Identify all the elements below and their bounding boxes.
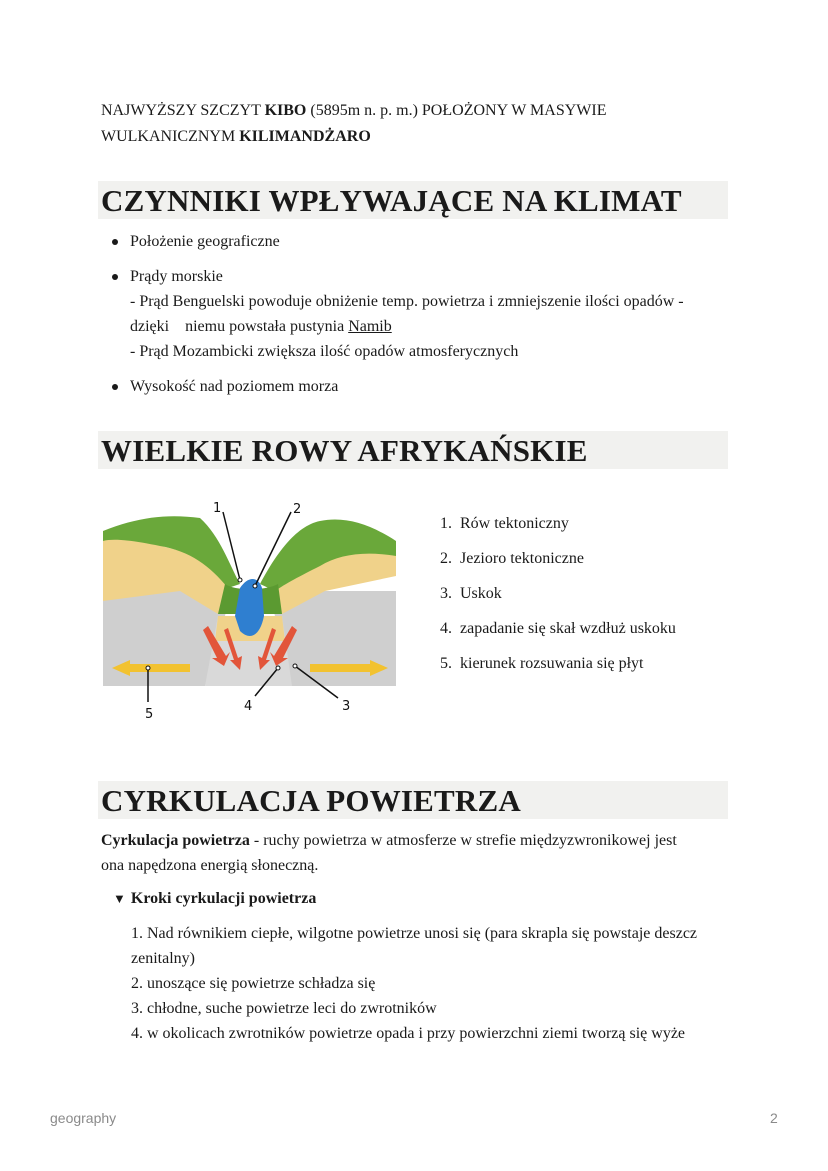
legend-text: zapadanie się skał wzdłuż uskoku <box>460 620 676 637</box>
diagram-label-4: 4 <box>244 699 253 714</box>
bullet-text: Wysokość nad poziomem morza <box>130 378 339 395</box>
sub-text: dzięki niemu powstała pustynia <box>130 318 349 335</box>
tectonic-lake <box>235 579 264 636</box>
list-item <box>440 582 676 617</box>
legend-number: 3. <box>440 585 452 602</box>
step-line: zenitalny) <box>131 950 195 967</box>
heading-rift-valley: WIELKIE ROWY AFRYKAŃSKIE <box>98 431 728 469</box>
list-item <box>440 617 676 652</box>
legend-number: 5. <box>440 655 452 672</box>
heading-air-circulation: CYRKULACJA POWIETRZA <box>98 781 728 819</box>
intro-text-1: NAJWYŻSZY SZCZYT <box>101 102 265 119</box>
rift-valley-diagram <box>100 496 400 726</box>
legend-text: Rów tektoniczny <box>460 515 569 532</box>
legend-number: 1. <box>440 515 452 532</box>
circulation-steps <box>131 921 731 1046</box>
list-item <box>101 374 721 399</box>
bullet-text: Prądy morskie <box>130 268 223 285</box>
legend-text: kierunek rozsuwania się płyt <box>460 655 644 672</box>
step-line: 1. Nad równikiem ciepłe, wilgotne powietrze unosi się (para skrapla się powstaje deszcz <box>131 925 698 942</box>
list-item <box>101 264 721 364</box>
definition-text-1: - ruchy powietrza w atmosferze w strefie międzyzwronikowej jest <box>249 832 677 849</box>
step-line: 2. unoszące się powietrze schładza się <box>131 975 376 992</box>
triangle-down-icon: ▼ <box>113 891 126 906</box>
bullet-text: Położenie geograficzne <box>130 233 280 250</box>
rift-legend-list <box>440 512 676 687</box>
footer-subject: geography <box>50 1110 117 1126</box>
list-item <box>101 229 721 254</box>
legend-text: Jezioro tektoniczne <box>460 550 584 567</box>
circulation-steps-toggle[interactable] <box>113 887 316 911</box>
diagram-label-1: 1 <box>213 501 222 516</box>
circulation-definition <box>101 828 726 878</box>
sub-line-benguela: - Prąd Benguelski powoduje obniżenie temp. powietrza i zmniejszenie ilości opadów - <box>130 293 684 310</box>
list-item <box>440 512 676 547</box>
namib-link[interactable]: Namib <box>348 318 392 335</box>
list-item <box>440 547 676 582</box>
step-line: 4. w okolicach zwrotników powietrze opada i przy powierzchni ziemi tworzą się wyże <box>131 1025 686 1042</box>
step-line: 3. chłodne, suche powietrze leci do zwrotników <box>131 1000 437 1017</box>
intro-text-3: WULKANICZNYM <box>101 128 240 145</box>
legend-number: 2. <box>440 550 452 567</box>
legend-number: 4. <box>440 620 452 637</box>
list-item <box>440 652 676 687</box>
page-number: 2 <box>770 1110 778 1126</box>
intro-bold-kibo: KIBO <box>264 102 307 119</box>
sub-line-namib <box>130 314 721 339</box>
toggle-label: Kroki cyrkulacji powietrza <box>130 890 317 907</box>
intro-paragraph <box>101 98 721 150</box>
heading-climate-factors: CZYNNIKI WPŁYWAJĄCE NA KLIMAT <box>98 181 728 219</box>
diagram-label-5: 5 <box>145 707 154 722</box>
sub-line-mozambique: - Prąd Mozambicki zwiększa ilość opadów atmosferycznych <box>130 343 519 360</box>
legend-text: Uskok <box>460 585 502 602</box>
diagram-label-2: 2 <box>293 502 302 517</box>
diagram-label-3: 3 <box>342 699 351 714</box>
definition-text-2: ona napędzona energią słoneczną. <box>101 857 319 874</box>
intro-text-2: (5895m n. p. m.) POŁOŻONY W MASYWIE <box>306 102 607 119</box>
intro-bold-kilimandzaro: KILIMANDŻARO <box>239 128 371 145</box>
definition-term: Cyrkulacja powietrza <box>101 832 250 849</box>
climate-factors-list <box>101 229 721 399</box>
